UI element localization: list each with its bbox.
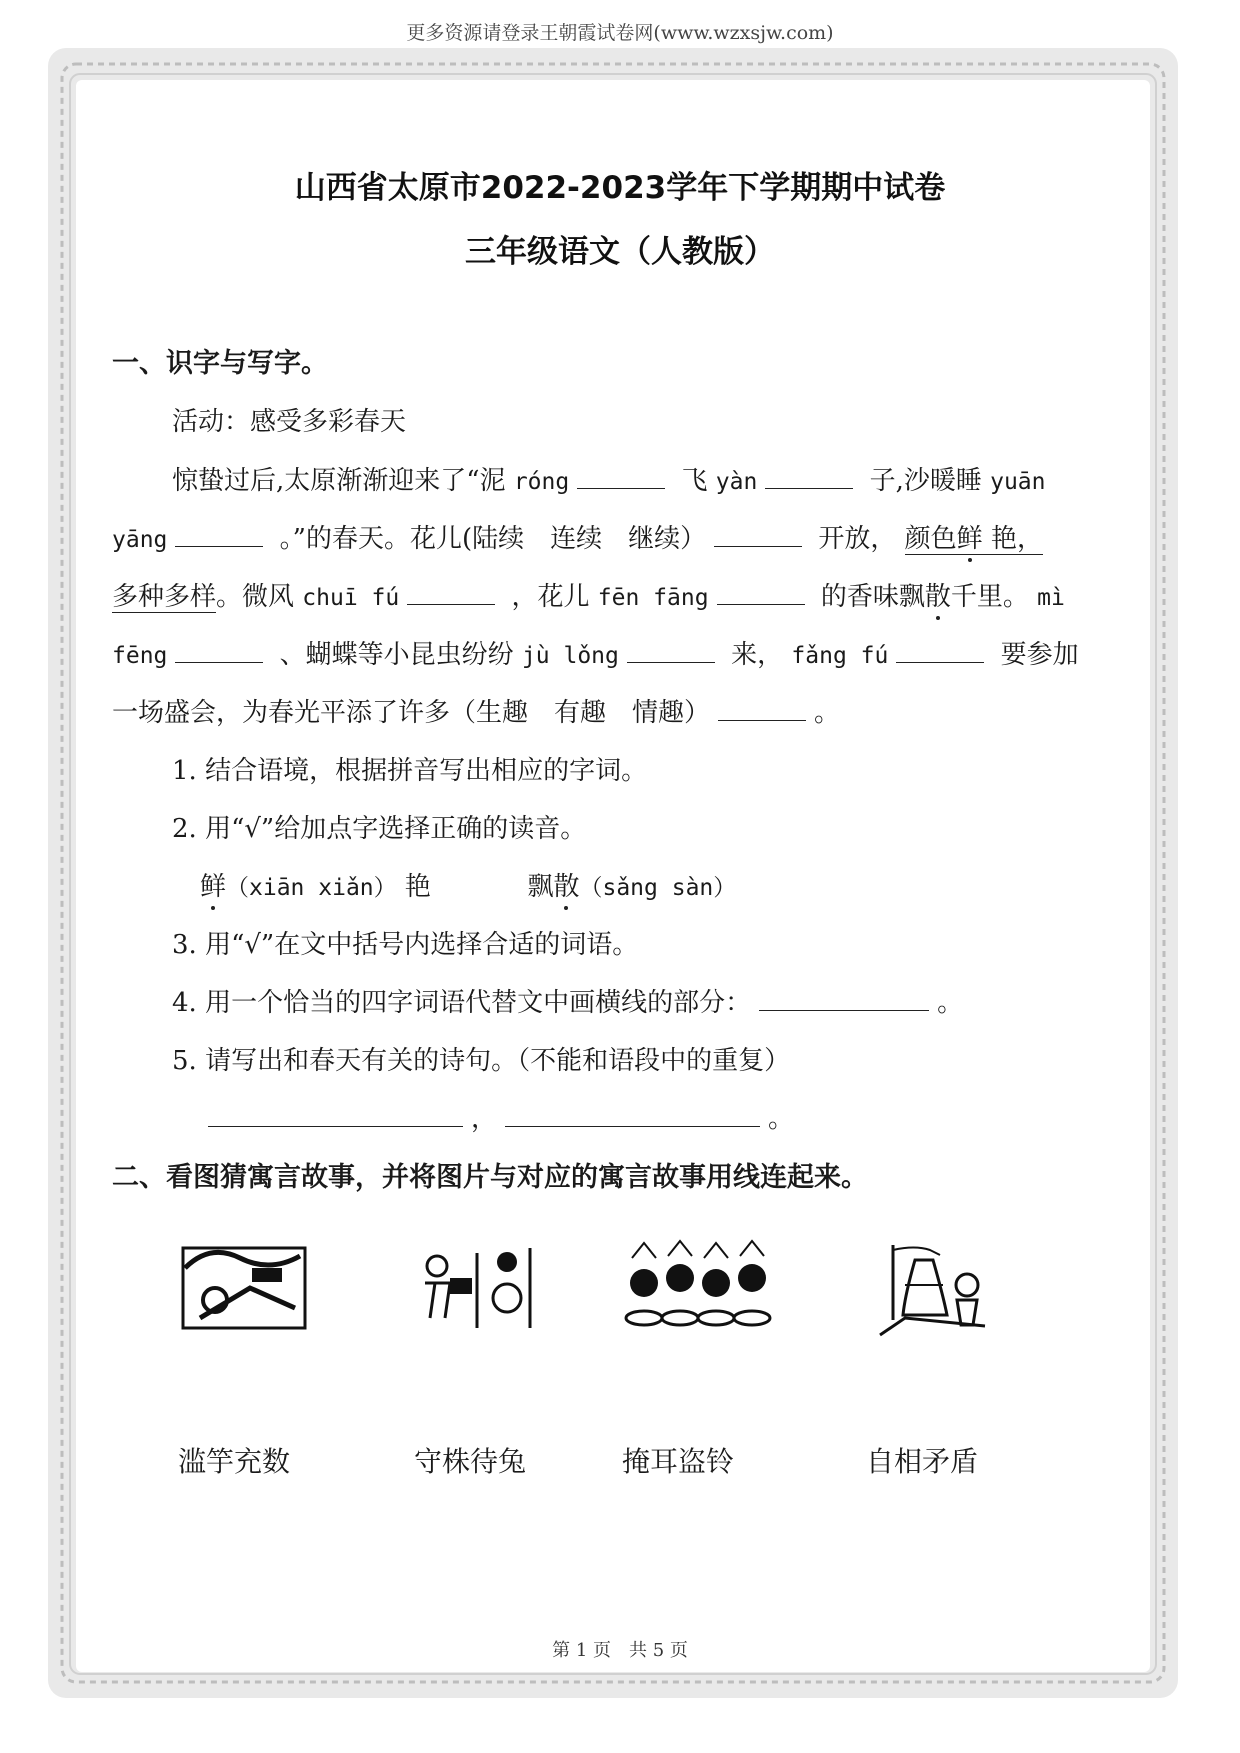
passage-text: 一场盛会，为春光平添了许多（生趣 有趣 情趣）	[112, 698, 711, 728]
pinyin-choice[interactable]: （sǎng sàn）	[579, 875, 737, 901]
pinyin: róng	[513, 469, 570, 495]
answer-blank[interactable]	[175, 522, 263, 547]
question-2-options	[200, 869, 1218, 906]
underlined-text: 颜色鲜 艳，	[904, 524, 1043, 554]
passage-line-1	[172, 463, 1190, 500]
question-1: 1. 结合语境，根据拼音写出相应的字词。	[172, 756, 648, 786]
fable-picture-2	[415, 1238, 535, 1334]
pinyin: mì	[1037, 585, 1065, 611]
answer-blank[interactable]	[208, 1102, 463, 1127]
char: 艳	[404, 872, 431, 902]
passage-text: 要参加	[1000, 640, 1079, 670]
passage-text: 惊蛰过后,太原渐渐迎来了“泥	[172, 466, 506, 496]
passage-text: ，花儿	[511, 582, 590, 612]
pinyin: jù lǒng	[521, 643, 619, 669]
fable-picture-3	[622, 1238, 772, 1334]
answer-blank[interactable]	[717, 580, 805, 605]
question-2: 2. 用“√”给加点字选择正确的读音。	[172, 814, 587, 844]
watermark: 更多资源请登录王朝霞试卷网(www.wzxsjw.com)	[406, 22, 834, 44]
exam-title: 山西省太原市2022-2023学年下学期期中试卷	[294, 170, 946, 206]
pinyin: fǎng fú	[791, 643, 889, 669]
question-5: 5. 请写出和春天有关的诗句。（不能和语段中的重复）	[172, 1046, 791, 1076]
fable-picture-1	[180, 1238, 310, 1334]
passage-text: 飞	[681, 466, 708, 496]
answer-blank[interactable]	[407, 580, 495, 605]
question-3: 3. 用“√”在文中括号内选择合适的词语。	[172, 930, 639, 960]
passage-text: 子,沙暖睡	[869, 466, 982, 496]
answer-blank[interactable]	[714, 522, 802, 547]
fable-option-3[interactable]: 掩耳盗铃	[622, 1445, 735, 1478]
passage-line-4	[112, 637, 1130, 674]
answer-blank[interactable]	[896, 638, 984, 663]
passage-text: 。”的春天。花儿(陆续 连续 继续）	[279, 524, 707, 554]
answer-blank[interactable]	[175, 638, 263, 663]
passage-line-5	[112, 695, 1130, 731]
answer-blank[interactable]	[765, 464, 853, 489]
answer-blank[interactable]	[627, 638, 715, 663]
dotted-char: 鲜	[200, 872, 227, 902]
page-footer: 第 1 页 共 5 页	[552, 1640, 688, 1661]
pinyin: fēng	[112, 643, 168, 669]
passage-line-2	[112, 521, 1130, 558]
pinyin-choice[interactable]: （xiān xiǎn）	[226, 875, 397, 901]
dotted-char: 鲜	[956, 524, 983, 554]
passage-text: 、蝴蝶等小昆虫纷纷	[279, 640, 514, 670]
pinyin: chuī fú	[302, 585, 400, 611]
answer-blank[interactable]	[505, 1102, 760, 1127]
char: 飘	[527, 872, 554, 902]
pinyin: yàn	[715, 469, 758, 495]
passage-text: 的香味飘	[820, 582, 925, 612]
question-5-answer: ， 。	[200, 1101, 1218, 1137]
section1-heading: 一、识字与写字。	[112, 348, 328, 379]
section2-heading: 二、看图猜寓言故事，并将图片与对应的寓言故事用线连起来。	[112, 1162, 868, 1193]
answer-blank[interactable]	[577, 464, 665, 489]
dotted-char: 散	[553, 872, 580, 902]
passage-text: 开放，	[818, 524, 897, 554]
pinyin: fēn fāng	[597, 585, 709, 611]
passage-text: 来，	[731, 640, 784, 670]
passage-text: 。微风	[216, 582, 295, 612]
activity-title: 活动：感受多彩春天	[172, 407, 407, 437]
fable-option-2[interactable]: 守株待兔	[414, 1445, 527, 1478]
passage-text: 。	[814, 698, 841, 728]
dotted-char: 散	[924, 582, 951, 612]
exam-subtitle: 三年级语文（人教版）	[465, 234, 775, 270]
underlined-text: 多种多样	[112, 582, 217, 612]
fable-option-4[interactable]: 自相矛盾	[866, 1445, 979, 1478]
pinyin: yāng	[112, 527, 168, 553]
question-4: 4. 用一个恰当的四字词语代替文中画横线的部分： 。	[172, 988, 964, 1018]
fable-option-1[interactable]: 滥竽充数	[178, 1445, 291, 1478]
fable-picture-4	[875, 1240, 995, 1340]
pinyin: yuān	[990, 469, 1046, 495]
answer-blank[interactable]	[718, 696, 806, 721]
passage-text: 千里。	[950, 582, 1029, 612]
answer-blank[interactable]	[759, 986, 929, 1011]
passage-line-3	[112, 579, 1130, 616]
